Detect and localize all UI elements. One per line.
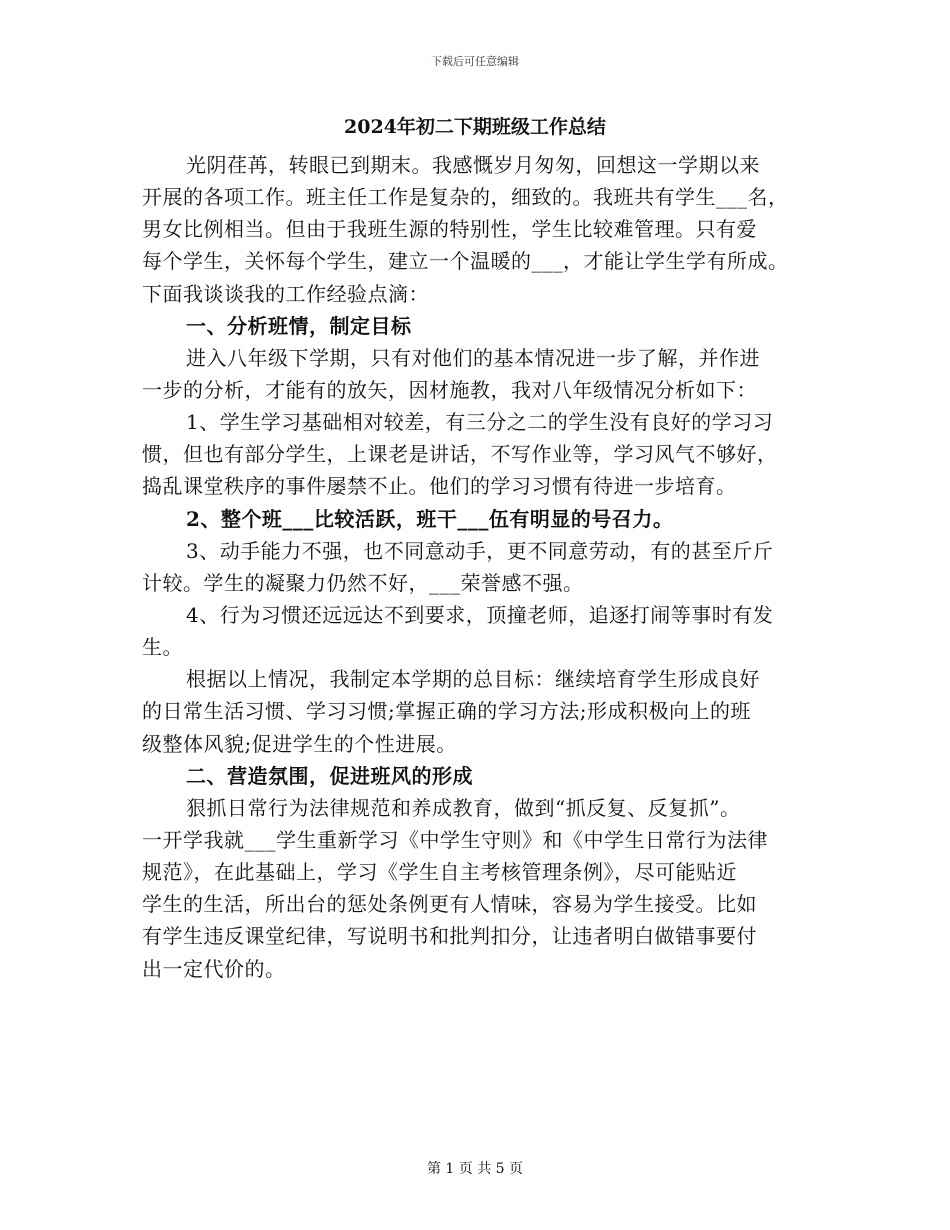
- list-item-line: 2、整个班___比较活跃，班干___伍有明显的号召力。: [186, 506, 674, 531]
- paragraph-line: 有学生违反课堂纪律，写说明书和批判扣分，让违者明白做错事要付: [142, 924, 757, 949]
- paragraph-line: 根据以上情况，我制定本学期的总目标：继续培育学生形成良好: [186, 667, 760, 692]
- list-item-line: 捣乱课堂秩序的事件屡禁不止。他们的学习习惯有待进一步培育。: [142, 474, 737, 499]
- list-item-line: 3、动手能力不强，也不同意动手，更不同意劳动，有的甚至斤斤: [186, 538, 774, 563]
- download-note: 下载后可任意编辑: [431, 55, 519, 68]
- paragraph-line: 下面我谈谈我的工作经验点滴：: [142, 281, 429, 306]
- document-title: 2024年初二下期班级工作总结: [344, 116, 606, 138]
- list-item-line: 计较。学生的凝聚力仍然不好，___荣誉感不强。: [142, 570, 584, 595]
- paragraph-line: 出一定代价的。: [142, 956, 286, 981]
- section-heading: 二、营造氛围，促进班风的形成: [186, 763, 473, 788]
- paragraph-line: 一步的分析，才能有的放矢，因材施教，我对八年级情况分析如下：: [142, 377, 757, 402]
- paragraph-line: 狠抓日常行为法律规范和养成教育，做到“抓反复、反复抓”。: [186, 795, 741, 820]
- list-item-line: 4、行为习惯还远远达不到要求，顶撞老师，追逐打闹等事时有发: [186, 602, 774, 627]
- paragraph-line: 光阴荏苒，转眼已到期末。我感慨岁月匆匆，回想这一学期以来: [186, 153, 760, 177]
- list-item-line: 生。: [142, 635, 183, 660]
- paragraph-line: 开展的各项工作。班主任工作是复杂的，细致的。我班共有学生___名，: [142, 185, 789, 210]
- paragraph-line: 男女比例相当。但由于我班生源的特别性，学生比较难管理。只有爱: [142, 217, 757, 242]
- document-body: [142, 149, 822, 985]
- section-heading: 一、分析班情，制定目标: [186, 313, 412, 338]
- paragraph-line: 级整体风貌;促进学生的个性进展。: [142, 731, 457, 756]
- paragraph-line: 规范》，在此基础上，学习《学生自主考核管理条例》，尽可能贴近: [142, 860, 737, 885]
- paragraph-line: 一开学我就___学生重新学习《中学生守则》和《中学生日常行为法律: [142, 827, 768, 852]
- paragraph-line: 学生的生活，所出台的惩处条例更有人情味，容易为学生接受。比如: [142, 892, 757, 917]
- paragraph-line: 进入八年级下学期，只有对他们的基本情况进一步了解，并作进: [186, 345, 760, 370]
- paragraph-line: 每个学生，关怀每个学生，建立一个温暖的___，才能让学生学有所成。: [142, 249, 789, 274]
- list-item-line: 惯，但也有部分学生，上课老是讲话，不写作业等，学习风气不够好，: [142, 442, 778, 467]
- list-item-line: 1、学生学习基础相对较差，有三分之二的学生没有良好的学习习: [186, 410, 774, 435]
- paragraph-line: 的日常生活习惯、学习习惯;掌握正确的学习方法;形成积极向上的班: [142, 699, 751, 724]
- page-number: 第 1 页 共 5 页: [426, 1161, 524, 1177]
